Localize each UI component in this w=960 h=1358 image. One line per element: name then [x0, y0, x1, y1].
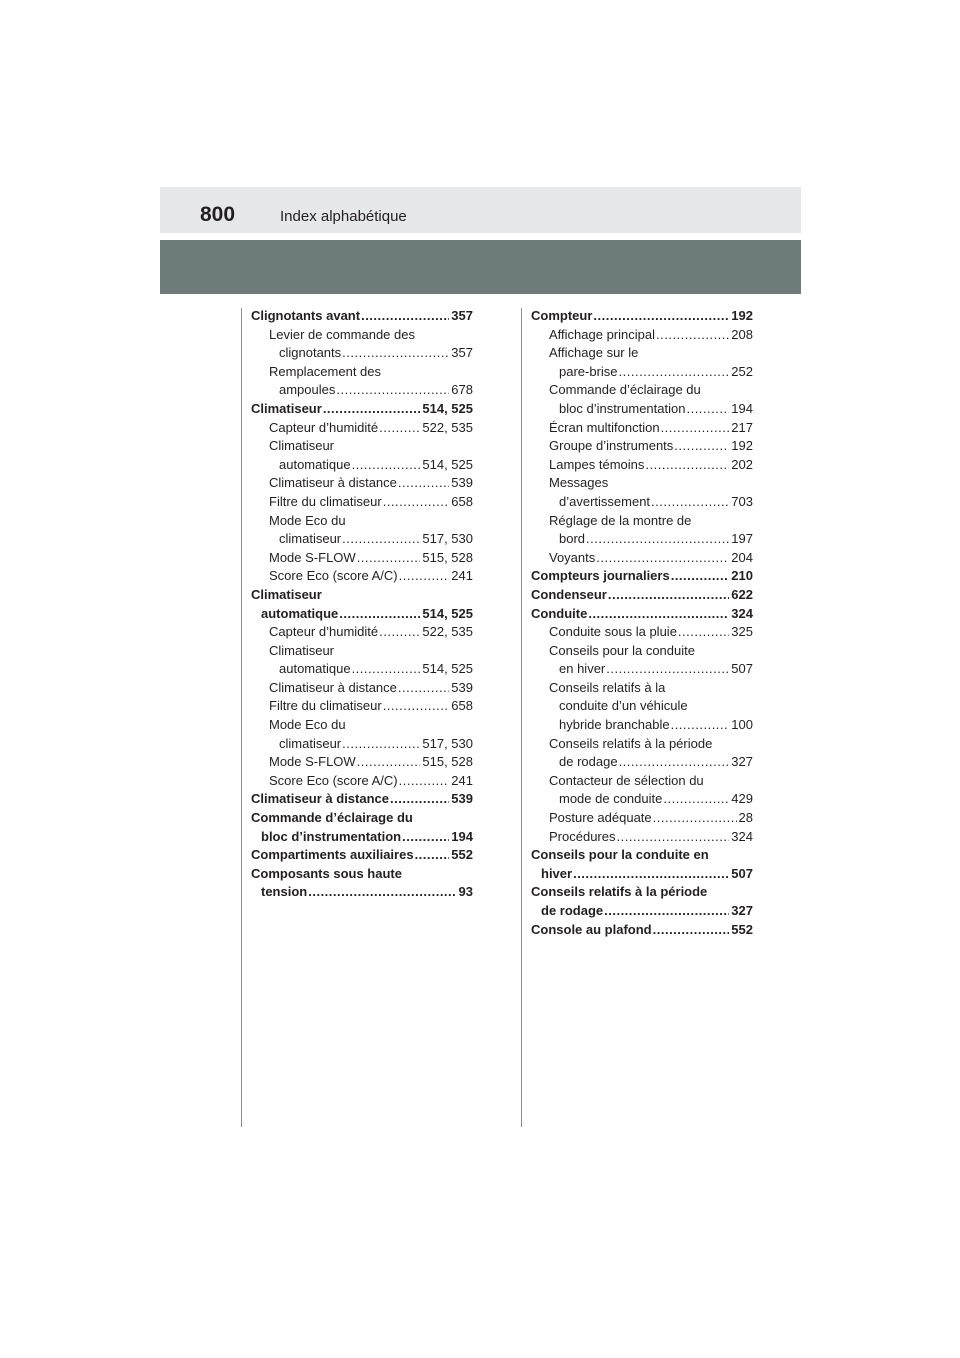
index-entry [531, 605, 753, 624]
index-entry [531, 679, 753, 698]
entry-page-numbers: 507 [731, 661, 753, 677]
index-entry [251, 549, 473, 568]
index-entry [251, 456, 473, 475]
dot-leader [596, 549, 729, 568]
index-entry [251, 326, 473, 345]
index-entry [251, 474, 473, 493]
index-entry [531, 772, 753, 791]
entry-label: Compteurs journaliers [531, 568, 670, 584]
index-entry [531, 660, 753, 679]
dot-leader [608, 586, 729, 605]
entry-page-numbers: 429 [731, 791, 753, 807]
index-entry [531, 623, 753, 642]
dot-leader [336, 381, 449, 400]
index-entry [531, 326, 753, 345]
entry-label: Groupe d’instruments [549, 438, 674, 454]
entry-label: Affichage sur le [549, 345, 639, 361]
dot-leader [308, 883, 456, 902]
entry-page-numbers: 522, 535 [422, 419, 473, 435]
title-bar [160, 240, 801, 294]
entry-label: clignotants [279, 345, 342, 361]
entry-label: Messages [549, 475, 609, 491]
dot-leader [674, 437, 729, 456]
entry-page-numbers: 217 [731, 419, 753, 435]
entry-page-numbers: 93 [458, 884, 473, 900]
entry-label: bloc d’instrumentation [261, 828, 402, 844]
dot-leader [656, 326, 729, 345]
dot-leader [616, 828, 729, 847]
index-entry [251, 567, 473, 586]
entry-label: en hiver [559, 661, 606, 677]
entry-label: Mode Eco du [269, 512, 346, 528]
entry-page-numbers: 658 [451, 493, 473, 509]
index-entry [531, 697, 753, 716]
index-entry [251, 846, 473, 865]
entry-label: Capteur d’humidité [269, 419, 379, 435]
index-entry [531, 753, 753, 772]
entry-label: Mode S-FLOW [269, 549, 356, 565]
entry-page-numbers: 192 [731, 308, 753, 323]
index-entry [251, 753, 473, 772]
index-entry [531, 790, 753, 809]
entry-label: Procédures [549, 828, 616, 844]
entry-label: Score Eco (score A/C) [269, 772, 398, 788]
index-entry [251, 828, 473, 847]
entry-page-numbers: 204 [731, 549, 753, 565]
index-entry [531, 419, 753, 438]
entry-label: Écran multifonction [549, 419, 660, 435]
entry-label: hiver [541, 865, 573, 881]
dot-leader [398, 679, 449, 698]
entry-page-numbers: 252 [731, 363, 753, 379]
entry-label: de rodage [541, 903, 604, 918]
entry-page-numbers: 241 [451, 772, 473, 788]
entry-page-numbers: 357 [451, 308, 473, 323]
index-entry [251, 530, 473, 549]
index-entry [251, 437, 473, 456]
entry-page-numbers: 658 [451, 698, 473, 714]
entry-label: Climatiseur à distance [269, 679, 397, 695]
index-entry [531, 530, 753, 549]
index-entry [531, 512, 753, 531]
entry-label: Climatiseur [251, 586, 322, 602]
index-entry [531, 381, 753, 400]
entry-page-numbers: 539 [451, 679, 473, 695]
entry-label: Mode Eco du [269, 717, 346, 733]
entry-label: Filtre du climatiseur [269, 493, 382, 509]
entry-page-numbers: 515, 528 [422, 754, 473, 770]
dot-leader [606, 660, 729, 679]
dot-leader [651, 493, 729, 512]
dot-leader [588, 605, 729, 624]
entry-page-numbers: 208 [731, 326, 753, 342]
entry-label: mode de conduite [559, 791, 663, 807]
entry-label: Conseils pour la conduite en [531, 847, 709, 863]
index-entry [531, 902, 753, 921]
entry-label: Score Eco (score A/C) [269, 568, 398, 584]
index-entry [251, 883, 473, 902]
index-entry [531, 828, 753, 847]
index-entry [251, 400, 473, 419]
entry-page-numbers: 514, 525 [422, 456, 473, 472]
entry-page-numbers: 515, 528 [422, 549, 473, 565]
dot-leader [390, 790, 449, 809]
dot-leader [357, 753, 421, 772]
index-entry [531, 456, 753, 475]
dot-leader [402, 828, 449, 847]
index-column-right [531, 307, 753, 939]
entry-page-numbers: 241 [451, 568, 473, 584]
dot-leader [653, 809, 737, 828]
entry-label: Composants sous haute [251, 865, 402, 881]
index-entry [251, 307, 473, 326]
dot-leader [342, 530, 420, 549]
entry-page-numbers: 703 [731, 493, 753, 509]
dot-leader [323, 400, 421, 419]
index-entry [531, 363, 753, 382]
index-entry [531, 809, 753, 828]
entry-label: Console au plafond [531, 921, 652, 937]
index-entry [251, 772, 473, 791]
entry-label: Commande d’éclairage du [549, 382, 701, 398]
index-entry [251, 660, 473, 679]
index-entry [251, 623, 473, 642]
entry-label: climatiseur [279, 531, 342, 547]
index-entry [531, 493, 753, 512]
index-entry [251, 586, 473, 605]
entry-label: ampoules [279, 382, 336, 398]
index-entry [251, 419, 473, 438]
index-entry [531, 846, 753, 865]
entry-label: Climatiseur à distance [269, 475, 397, 491]
dot-leader [383, 697, 450, 716]
entry-page-numbers: 325 [731, 624, 753, 640]
index-entry [531, 865, 753, 884]
entry-page-numbers: 622 [731, 586, 753, 602]
index-entry [251, 344, 473, 363]
entry-label: Climatiseur [269, 642, 335, 658]
dot-leader [415, 846, 450, 865]
entry-page-numbers: 552 [451, 847, 473, 863]
index-entry [531, 921, 753, 940]
entry-page-numbers: 327 [731, 754, 753, 770]
index-entry [251, 679, 473, 698]
entry-label: Lampes témoins [549, 456, 645, 472]
entry-page-numbers: 522, 535 [422, 624, 473, 640]
entry-label: conduite d’un véhicule [559, 698, 688, 714]
left-column-rule [241, 308, 242, 1127]
entry-label: climatiseur [279, 735, 342, 751]
entry-label: Affichage principal [549, 326, 655, 342]
index-entry [251, 642, 473, 661]
dot-leader [586, 530, 729, 549]
dot-leader [379, 623, 420, 642]
entry-page-numbers: 324 [731, 828, 753, 844]
header-band [160, 187, 801, 233]
entry-page-numbers: 210 [731, 568, 753, 584]
dot-leader [339, 605, 420, 624]
dot-leader [653, 921, 730, 940]
dot-leader [593, 307, 729, 326]
index-entry [531, 549, 753, 568]
dot-leader [604, 902, 729, 921]
entry-page-numbers: 514, 525 [422, 661, 473, 677]
dot-leader [398, 474, 449, 493]
entry-label: Voyants [549, 549, 596, 565]
index-entry [531, 344, 753, 363]
dot-leader [342, 344, 449, 363]
entry-page-numbers: 507 [731, 865, 753, 881]
dot-leader [619, 753, 730, 772]
entry-label: Conseils relatifs à la [549, 679, 666, 695]
section-title: Index alphabétique [280, 208, 407, 225]
dot-leader [383, 493, 450, 512]
index-entry [251, 790, 473, 809]
entry-label: Conseils pour la conduite [549, 642, 695, 658]
entry-label: Compartiments auxiliaires [251, 847, 414, 863]
entry-label: hybride branchable [559, 717, 670, 733]
index-entry [531, 716, 753, 735]
entry-label: Conseils relatifs à la période [531, 884, 708, 900]
entry-page-numbers: 678 [451, 382, 473, 398]
entry-page-numbers: 197 [731, 531, 753, 547]
entry-label: Posture adéquate [549, 810, 652, 826]
entry-label: pare-brise [559, 363, 618, 379]
entry-label: de rodage [559, 754, 618, 770]
entry-page-numbers: 514, 525 [422, 400, 473, 416]
index-entry [251, 697, 473, 716]
entry-page-numbers: 100 [731, 717, 753, 733]
entry-page-numbers: 202 [731, 456, 753, 472]
dot-leader [399, 567, 450, 586]
dot-leader [342, 735, 420, 754]
page-number: 800 [200, 203, 236, 226]
index-entry [531, 642, 753, 661]
index-entry [251, 865, 473, 884]
entry-page-numbers: 327 [731, 903, 753, 918]
entry-label: Conduite sous la pluie [549, 624, 677, 640]
entry-label: Mode S-FLOW [269, 754, 356, 770]
entry-label: Réglage de la montre de [549, 512, 692, 528]
index-entry [251, 809, 473, 828]
entry-label: Climatiseur [251, 400, 322, 416]
dot-leader [361, 307, 449, 326]
index-entry [531, 307, 753, 326]
dot-leader [379, 419, 420, 438]
dot-leader [671, 567, 730, 586]
entry-page-numbers: 194 [451, 828, 473, 844]
index-entry [251, 716, 473, 735]
entry-page-numbers: 28 [738, 810, 753, 826]
dot-leader [661, 419, 730, 438]
entry-page-numbers: 357 [451, 345, 473, 361]
entry-label: bloc d’instrumentation [559, 400, 686, 416]
index-entry [531, 400, 753, 419]
right-column-rule [521, 308, 522, 1127]
entry-page-numbers: 517, 530 [422, 531, 473, 547]
entry-label: tension [261, 884, 308, 900]
dot-leader [357, 549, 421, 568]
index-entry [251, 493, 473, 512]
dot-leader [352, 660, 421, 679]
entry-page-numbers: 194 [731, 400, 753, 416]
index-entry [531, 567, 753, 586]
entry-page-numbers: 324 [731, 605, 753, 621]
entry-label: Levier de commande des [269, 326, 415, 342]
index-entry [251, 381, 473, 400]
entry-label: Conduite [531, 605, 588, 621]
index-entry [531, 474, 753, 493]
entry-label: Climatiseur [269, 438, 335, 454]
dot-leader [399, 772, 450, 791]
dot-leader [686, 400, 729, 419]
entry-page-numbers: 192 [731, 438, 753, 454]
index-entry [531, 735, 753, 754]
entry-label: automatique [279, 456, 351, 472]
entry-page-numbers: 552 [731, 921, 753, 937]
dot-leader [619, 363, 730, 382]
entry-label: Remplacement des [269, 363, 381, 379]
index-column-left [251, 307, 473, 902]
dot-leader [678, 623, 729, 642]
entry-label: Capteur d’humidité [269, 624, 379, 640]
entry-label: bord [559, 531, 586, 547]
entry-label: Clignotants avant [251, 308, 361, 323]
index-entry [251, 735, 473, 754]
entry-label: automatique [261, 605, 339, 621]
dot-leader [573, 865, 729, 884]
index-entry [531, 437, 753, 456]
entry-label: Conseils relatifs à la période [549, 735, 713, 751]
entry-page-numbers: 517, 530 [422, 735, 473, 751]
index-entry [251, 512, 473, 531]
entry-label: Compteur [531, 308, 593, 323]
entry-label: Condenseur [531, 586, 607, 602]
index-entry [531, 586, 753, 605]
entry-label: Contacteur de sélection du [549, 772, 704, 788]
index-entry [251, 605, 473, 624]
entry-label: Commande d’éclairage du [251, 810, 413, 826]
entry-page-numbers: 539 [451, 475, 473, 491]
dot-leader [352, 456, 421, 475]
dot-leader [671, 716, 730, 735]
index-entry [251, 363, 473, 382]
index-entry [531, 883, 753, 902]
entry-label: Climatiseur à distance [251, 791, 389, 807]
entry-label: Filtre du climatiseur [269, 698, 382, 714]
dot-leader [663, 790, 729, 809]
dot-leader [645, 456, 729, 475]
entry-label: automatique [279, 661, 351, 677]
entry-page-numbers: 539 [451, 791, 473, 807]
entry-label: d’avertissement [559, 493, 651, 509]
entry-page-numbers: 514, 525 [422, 605, 473, 621]
